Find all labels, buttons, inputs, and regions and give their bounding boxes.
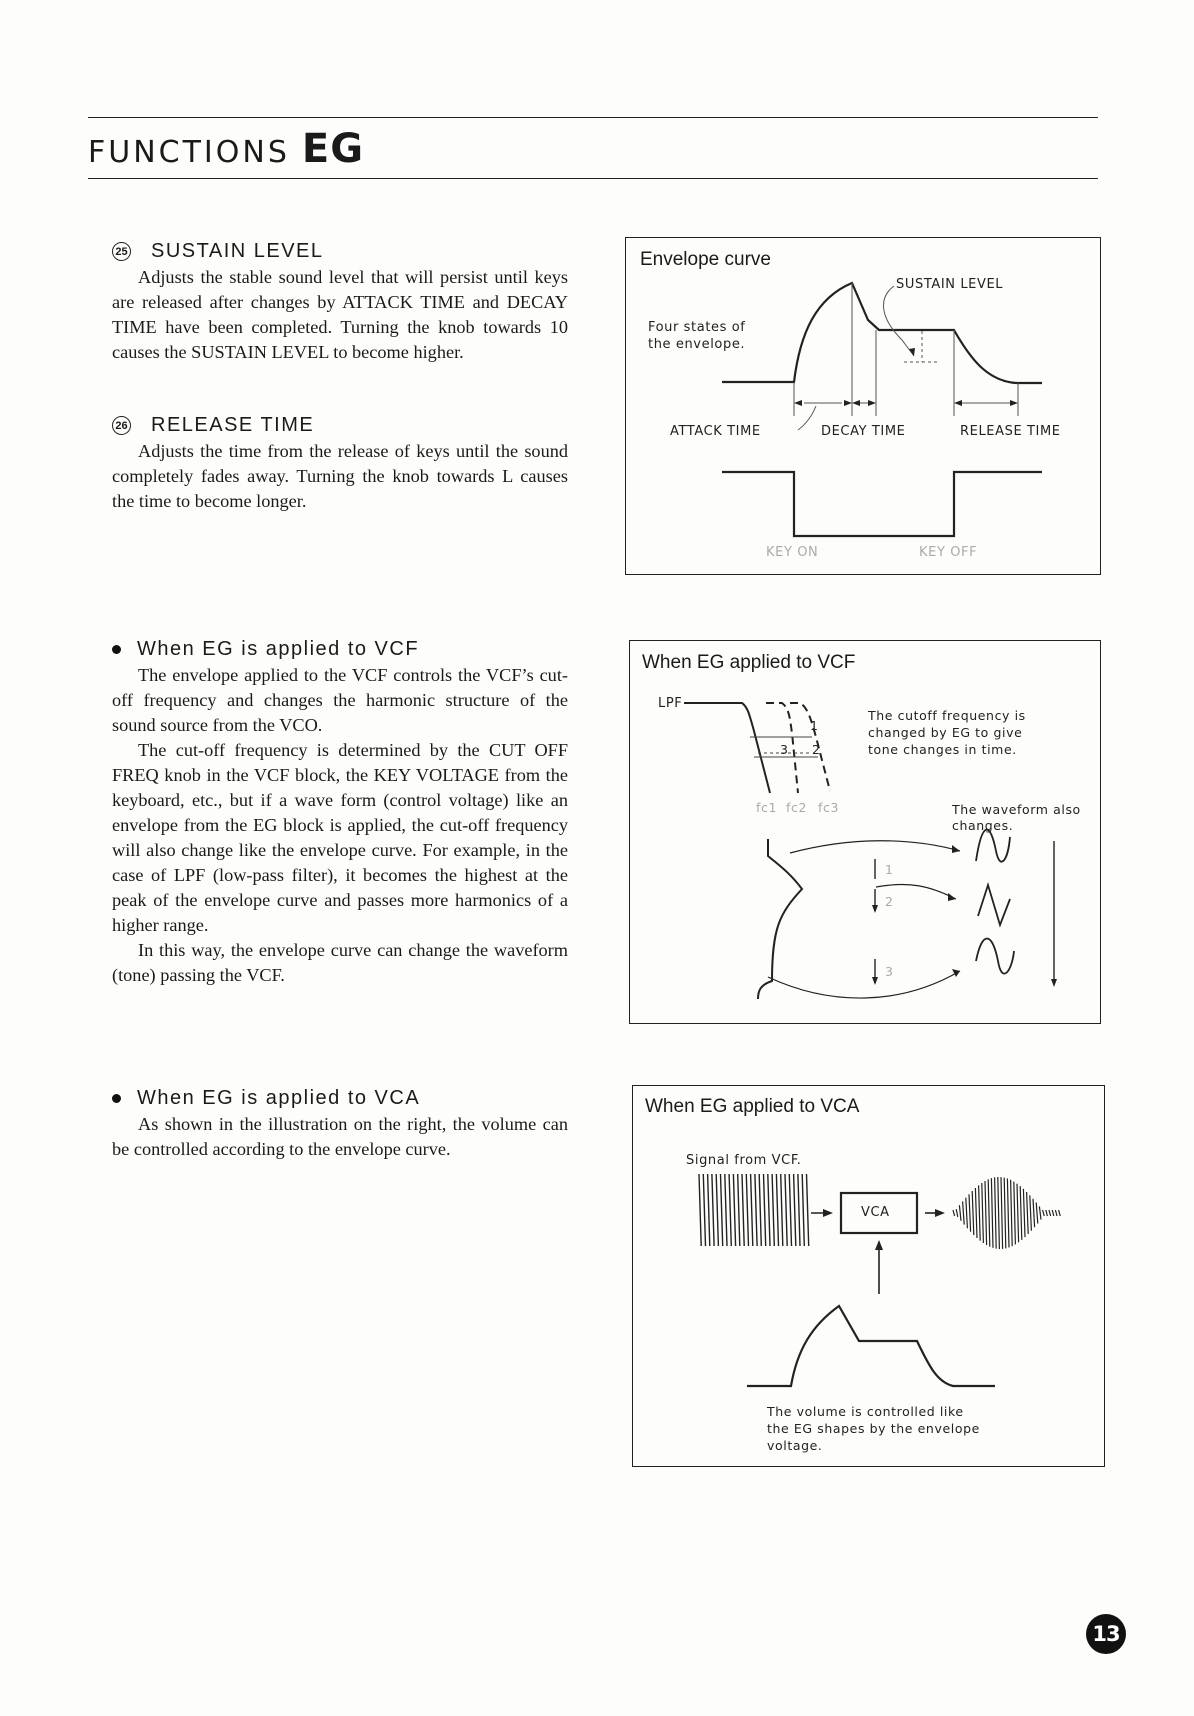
lpf-label: LPF: [658, 696, 683, 711]
vca-box-label: VCA: [861, 1205, 890, 1220]
release-time-label: RELEASE TIME: [960, 424, 1061, 439]
header-top-rule: [88, 117, 1098, 118]
vcf-signal-waveform: [699, 1174, 809, 1246]
envelope-curve: [722, 283, 1042, 383]
section-sustain-level: [112, 240, 568, 365]
section-heading: [112, 638, 568, 661]
four-states-label-1: Four states of: [648, 320, 746, 335]
vcf-figure: [629, 640, 1101, 1024]
decay-time-label: DECAY TIME: [821, 424, 906, 439]
envelope-curve-figure: [625, 237, 1101, 575]
stage-1-label: 1: [885, 862, 894, 877]
stage-3-label: 3: [885, 964, 894, 979]
heading-label: SUSTAIN LEVEL: [151, 240, 324, 262]
attack-time-label: ATTACK TIME: [670, 424, 761, 439]
waveform-note-2: changes.: [952, 818, 1014, 833]
figure-title: When EG applied to VCA: [645, 1096, 860, 1117]
cutoff-note-1: The cutoff frequency is: [868, 708, 1026, 723]
section-body: As shown in the illustration on the right, the volume can be controlled according to the envelope curve.: [112, 1114, 568, 1159]
section-release-time: [112, 414, 568, 514]
sustain-level-label: SUSTAIN LEVEL: [896, 277, 1004, 292]
key-on-label: KEY ON: [766, 545, 819, 560]
section-body: Adjusts the time from the release of keys until the sound completely fades away. Turning the knob towards L causes the time to become longer.: [112, 441, 568, 511]
marker-1-label: 1: [810, 718, 819, 733]
vertical-envelope-curve: [758, 839, 802, 999]
title-eg: EG: [301, 126, 365, 172]
heading-label: When EG is applied to VCF: [137, 638, 420, 660]
section-heading: [112, 1087, 568, 1110]
section-number-badge: 26: [112, 416, 131, 435]
vca-output-waveform: [953, 1177, 1060, 1249]
vca-envelope-curve: [747, 1306, 995, 1386]
vca-note-1: The volume is controlled like: [767, 1404, 964, 1419]
waveform-1: [976, 830, 1010, 862]
vcf-diagram: [630, 641, 1100, 1023]
figure-title: Envelope curve: [640, 249, 771, 270]
heading-label: RELEASE TIME: [151, 414, 315, 436]
cutoff-note-3: tone changes in time.: [868, 742, 1017, 757]
four-states-label-2: the envelope.: [648, 337, 746, 352]
section-body: Adjusts the stable sound level that will persist until keys are released after changes by ATTACK TIME and DECAY TIME have been completed. Turning the knob towards 10 causes the SUSTAIN LEVEL to become higher.: [112, 267, 568, 362]
signal-from-vcf-label: Signal from VCF.: [686, 1153, 802, 1168]
stage-2-label: 2: [885, 894, 894, 909]
vca-note-3: voltage.: [767, 1438, 823, 1453]
marker-2-label: 2: [812, 742, 821, 757]
cutoff-note-2: changed by EG to give: [868, 725, 1023, 740]
vca-figure: [632, 1085, 1105, 1467]
waveform-note-1: The waveform also: [952, 802, 1081, 817]
section-number-badge: 25: [112, 242, 131, 261]
vca-note-2: the EG shapes by the envelope: [767, 1421, 980, 1436]
marker-3-label: 3: [780, 742, 789, 757]
waveform-2: [978, 885, 1010, 925]
figure-title: When EG applied to VCF: [642, 652, 856, 673]
gate-signal: [722, 472, 1042, 536]
envelope-diagram: [626, 238, 1100, 574]
bullet-icon: [112, 1094, 121, 1103]
lpf-curve-1: [684, 703, 770, 793]
header-bottom-rule: [88, 178, 1098, 179]
key-off-label: KEY OFF: [919, 545, 978, 560]
section-paragraph: In this way, the envelope curve can change the waveform (tone) passing the VCF.: [112, 940, 568, 985]
section-eg-vcf: [112, 638, 568, 988]
waveform-3: [976, 939, 1014, 974]
heading-label: When EG is applied to VCA: [137, 1087, 421, 1109]
section-paragraph: The envelope applied to the VCF controls the VCF’s cut-off frequency and changes the harmonic structure of the sound source from the VCO.: [112, 665, 568, 735]
section-heading: [112, 414, 568, 437]
fc2-label: fc2: [786, 800, 808, 815]
page-title: [88, 126, 364, 172]
bullet-icon: [112, 645, 121, 654]
page-number-badge: 13: [1086, 1614, 1126, 1654]
fc3-label: fc3: [818, 800, 840, 815]
fc1-label: fc1: [756, 800, 778, 815]
section-paragraph: The cut-off frequency is determined by the CUT OFF FREQ knob in the VCF block, the KEY VOLTAGE from the keyboard, etc., but if a wave form (control voltage) like an envelope from the EG block is applied, the cut-off frequency will also change like the envelope curve. For example, in the case of LPF (low-pass filter), it becomes the highest at the peak of the envelope curve and passes more harmonics of a higher range.: [112, 740, 568, 935]
title-functions: FUNCTIONS: [88, 135, 290, 170]
section-heading: [112, 240, 568, 263]
section-eg-vca: [112, 1087, 568, 1162]
